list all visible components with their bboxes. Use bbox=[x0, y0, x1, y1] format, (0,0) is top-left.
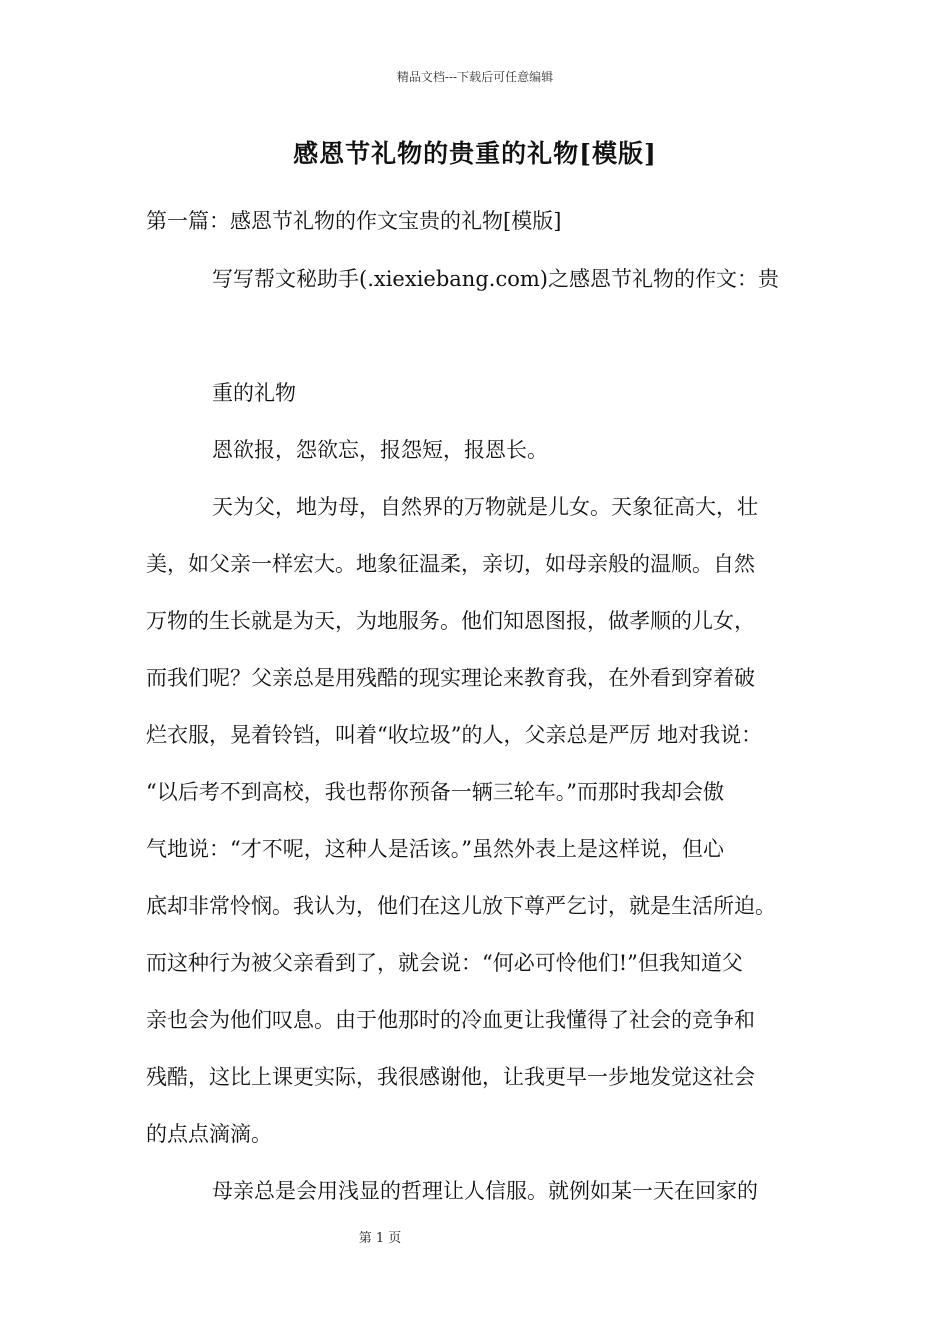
paragraph-line: 底却非常怜悯。我认为，他们在这儿放下尊严乞讨，就是生活所迫。 bbox=[146, 894, 776, 918]
paragraph-line: 天为父，地为母，自然界的万物就是儿女。天象征高大，壮 bbox=[212, 495, 758, 519]
page-number: 第 1 页 bbox=[358, 1231, 402, 1246]
paragraph-line: 写写帮文秘助手(.xiexiebang.com)之感恩节礼物的作文：贵 bbox=[212, 267, 779, 291]
paragraph-line: 美，如父亲一样宏大。地象征温柔，亲切，如母亲般的温顺。自然 bbox=[146, 552, 755, 576]
header-note: 精品文档---下载后可任意编辑 bbox=[396, 70, 554, 84]
paragraph-line: “以后考不到高校，我也帮你预备一辆三轮车。”而那时我却会傲 bbox=[146, 780, 724, 804]
paragraph-line: 母亲总是会用浅显的哲理让人信服。就例如某一天在回家的 bbox=[212, 1179, 758, 1203]
paragraph-line: 而我们呢？父亲总是用残酷的现实理论来教育我，在外看到穿着破 bbox=[146, 666, 755, 690]
paragraph-line: 烂衣服，晃着铃铛，叫着“收垃圾”的人，父亲总是严厉 地对我说： bbox=[146, 723, 763, 747]
paragraph-line: 残酷，这比上课更实际，我很感谢他，让我更早一步地发觉这社会 bbox=[146, 1065, 755, 1089]
paragraph-line: 气地说：“才不呢，这种人是活该。”虽然外表上是这样说，但心 bbox=[146, 837, 724, 861]
paragraph-line: 万物的生长就是为天，为地服务。他们知恩图报，做孝顺的儿女， bbox=[146, 609, 755, 633]
paragraph-line: 恩欲报，怨欲忘，报怨短，报恩长。 bbox=[212, 438, 548, 462]
paragraph-line: 而这种行为被父亲看到了，就会说：“何必可怜他们!”但我知道父 bbox=[146, 951, 743, 975]
document-title: 感恩节礼物的贵重的礼物[模版] bbox=[293, 139, 657, 168]
section-heading: 第一篇：感恩节礼物的作文宝贵的礼物[模版] bbox=[146, 209, 562, 233]
paragraph-line: 重的礼物 bbox=[212, 381, 296, 405]
paragraph-line: 的点点滴滴。 bbox=[146, 1122, 272, 1146]
paragraph-line: 亲也会为他们叹息。由于他那时的冷血更让我懂得了社会的竞争和 bbox=[146, 1008, 755, 1032]
